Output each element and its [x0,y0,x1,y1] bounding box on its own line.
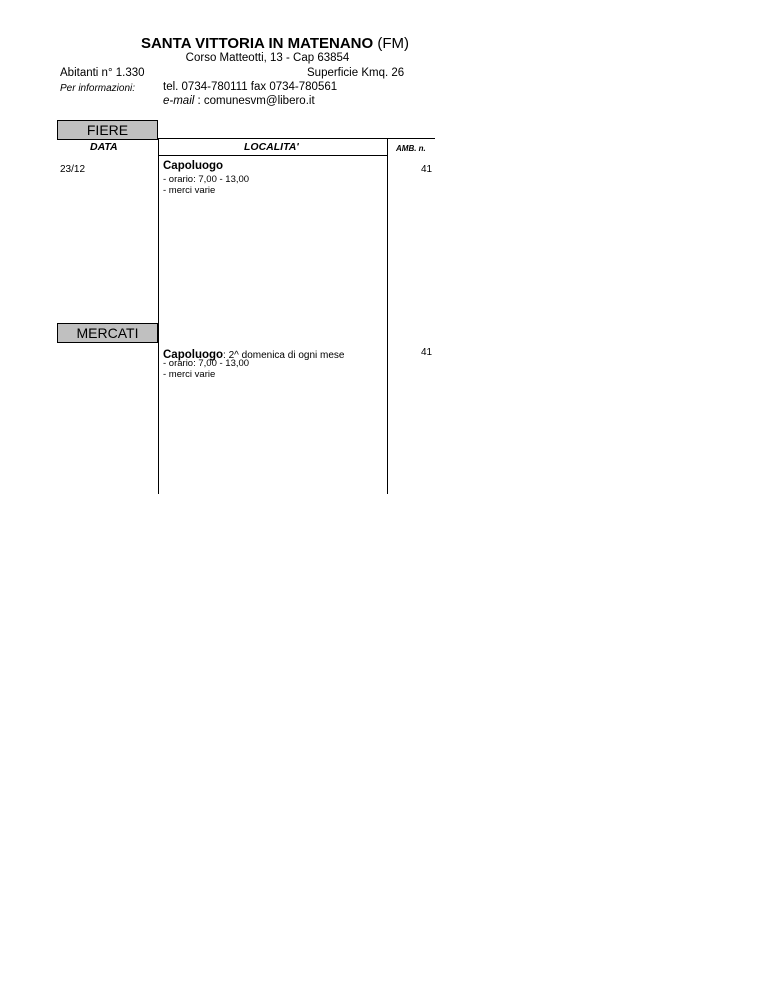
province-code: (FM) [377,35,410,52]
email [163,95,315,107]
header-bottom-rule [158,155,387,156]
mercato-amb: 41 [421,347,433,358]
mercato-detail-orario: - orario: 7,00 - 13,00 [163,358,250,369]
fiera-amb: 41 [421,164,433,175]
localita-right-divider [387,138,388,494]
col-header-data: DATA [90,141,118,153]
page-title [0,35,550,52]
fiera-detail-merci: - merci varie [163,185,216,196]
email-label: e-mail [163,95,195,107]
col-header-localita: LOCALITA' [244,141,299,153]
fiera-location: Capoluogo [163,160,224,172]
email-value: : comunesvm@libero.it [194,95,315,107]
fiere-section-label: FIERE [57,120,158,140]
mercato-schedule: : 2^ domenica di ogni mese [223,350,345,361]
fiera-detail-orario: - orario: 7,00 - 13,00 [163,174,250,185]
localita-left-divider [158,138,159,494]
address: Corso Matteotti, 13 - Cap 63854 [185,52,350,64]
phone-fax: tel. 0734-780111 fax 0734-780561 [163,81,338,93]
section-top-rule [158,138,435,139]
col-header-amb: AMB. n. [396,144,426,153]
mercati-section-label: MERCATI [57,323,158,343]
superficie: Superficie Kmq. 26 [307,67,405,79]
mercato-detail-merci: - merci varie [163,369,216,380]
per-info-label: Per informazioni: [60,83,136,94]
abitanti: Abitanti n° 1.330 [60,67,145,79]
fiera-date: 23/12 [60,164,86,175]
mercato-location: Capoluogo [163,349,224,361]
town-name: SANTA VITTORIA IN MATENANO [140,35,374,52]
